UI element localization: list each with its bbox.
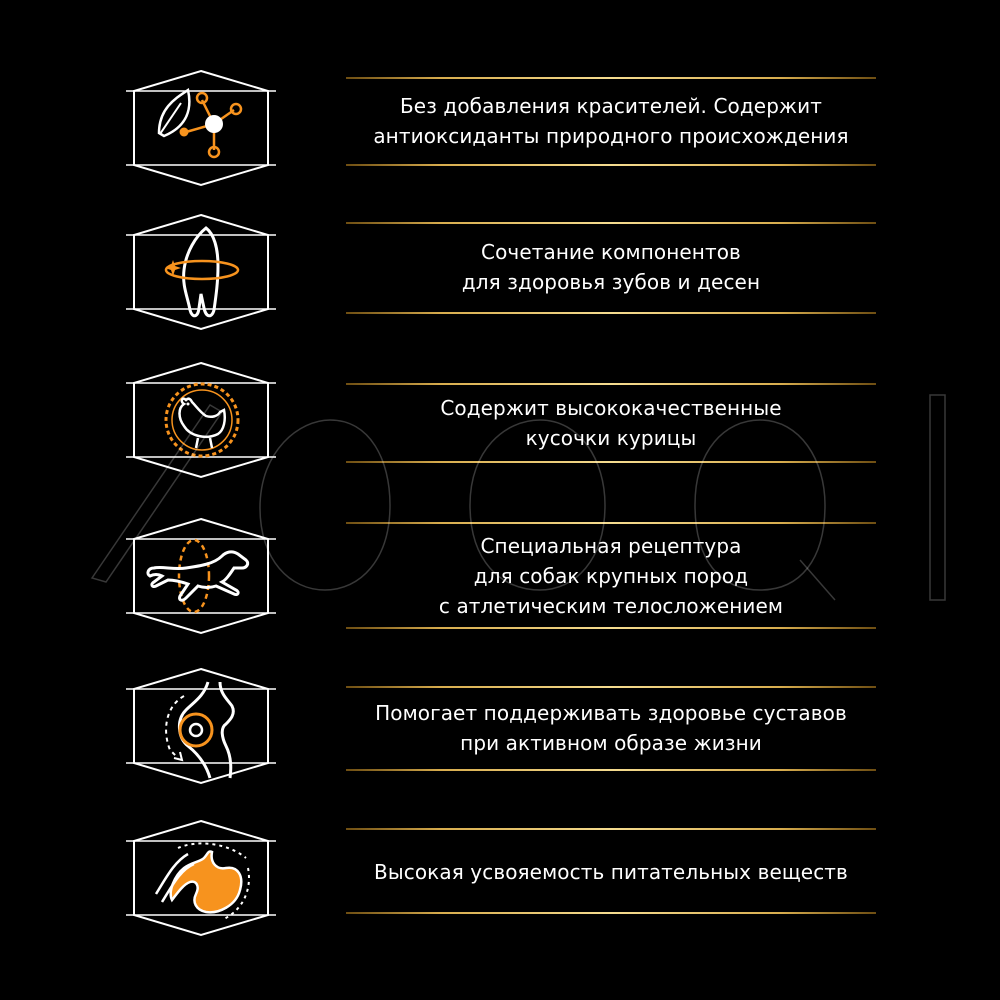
feature-line: Сочетание компонентов: [481, 240, 741, 264]
badge-frame: [126, 212, 276, 332]
feature-line: с атлетическим телосложением: [438, 594, 784, 618]
gold-divider: [346, 461, 876, 463]
badge-frame: [126, 68, 276, 188]
feature-line: кусочки курицы: [525, 426, 697, 450]
feature-text: [346, 80, 876, 162]
gold-divider: [346, 383, 876, 385]
feature-line: для здоровья зубов и десен: [461, 270, 761, 294]
feature-text: [346, 226, 876, 308]
feature-text: [346, 690, 876, 766]
chicken-icon: [126, 360, 276, 480]
feature-line: Специальная рецептура: [480, 534, 742, 558]
gold-divider: [346, 828, 876, 830]
feature-line: при активном образе жизни: [460, 731, 762, 755]
tooth-icon: [126, 212, 276, 332]
feature-line: Без добавления красителей. Содержит: [399, 94, 822, 118]
feature-line: для собак крупных пород: [473, 564, 749, 588]
running-dog-icon: [126, 516, 276, 636]
gold-divider: [346, 164, 876, 166]
feature-text: [346, 386, 876, 460]
feature-line: Высокая усвояемость питательных веществ: [374, 860, 848, 884]
gold-divider: [346, 312, 876, 314]
gold-divider: [346, 912, 876, 914]
gold-divider: [346, 522, 876, 524]
gold-divider: [346, 769, 876, 771]
joint-icon: [126, 666, 276, 786]
gold-divider: [346, 222, 876, 224]
badge-frame: [126, 666, 276, 786]
feature-line: антиоксиданты природного происхождения: [373, 124, 849, 148]
badge-frame: [126, 360, 276, 480]
gold-divider: [346, 627, 876, 629]
gold-divider: [346, 686, 876, 688]
feature-line: Содержит высококачественные: [440, 396, 782, 420]
feature-text: [346, 528, 876, 624]
feature-text: [346, 832, 876, 912]
leaf-molecule-icon: [126, 68, 276, 188]
feature-line: Помогает поддерживать здоровье суставов: [375, 701, 847, 725]
badge-frame: [126, 818, 276, 938]
gold-divider: [346, 77, 876, 79]
stomach-icon: [126, 818, 276, 938]
badge-frame: [126, 516, 276, 636]
